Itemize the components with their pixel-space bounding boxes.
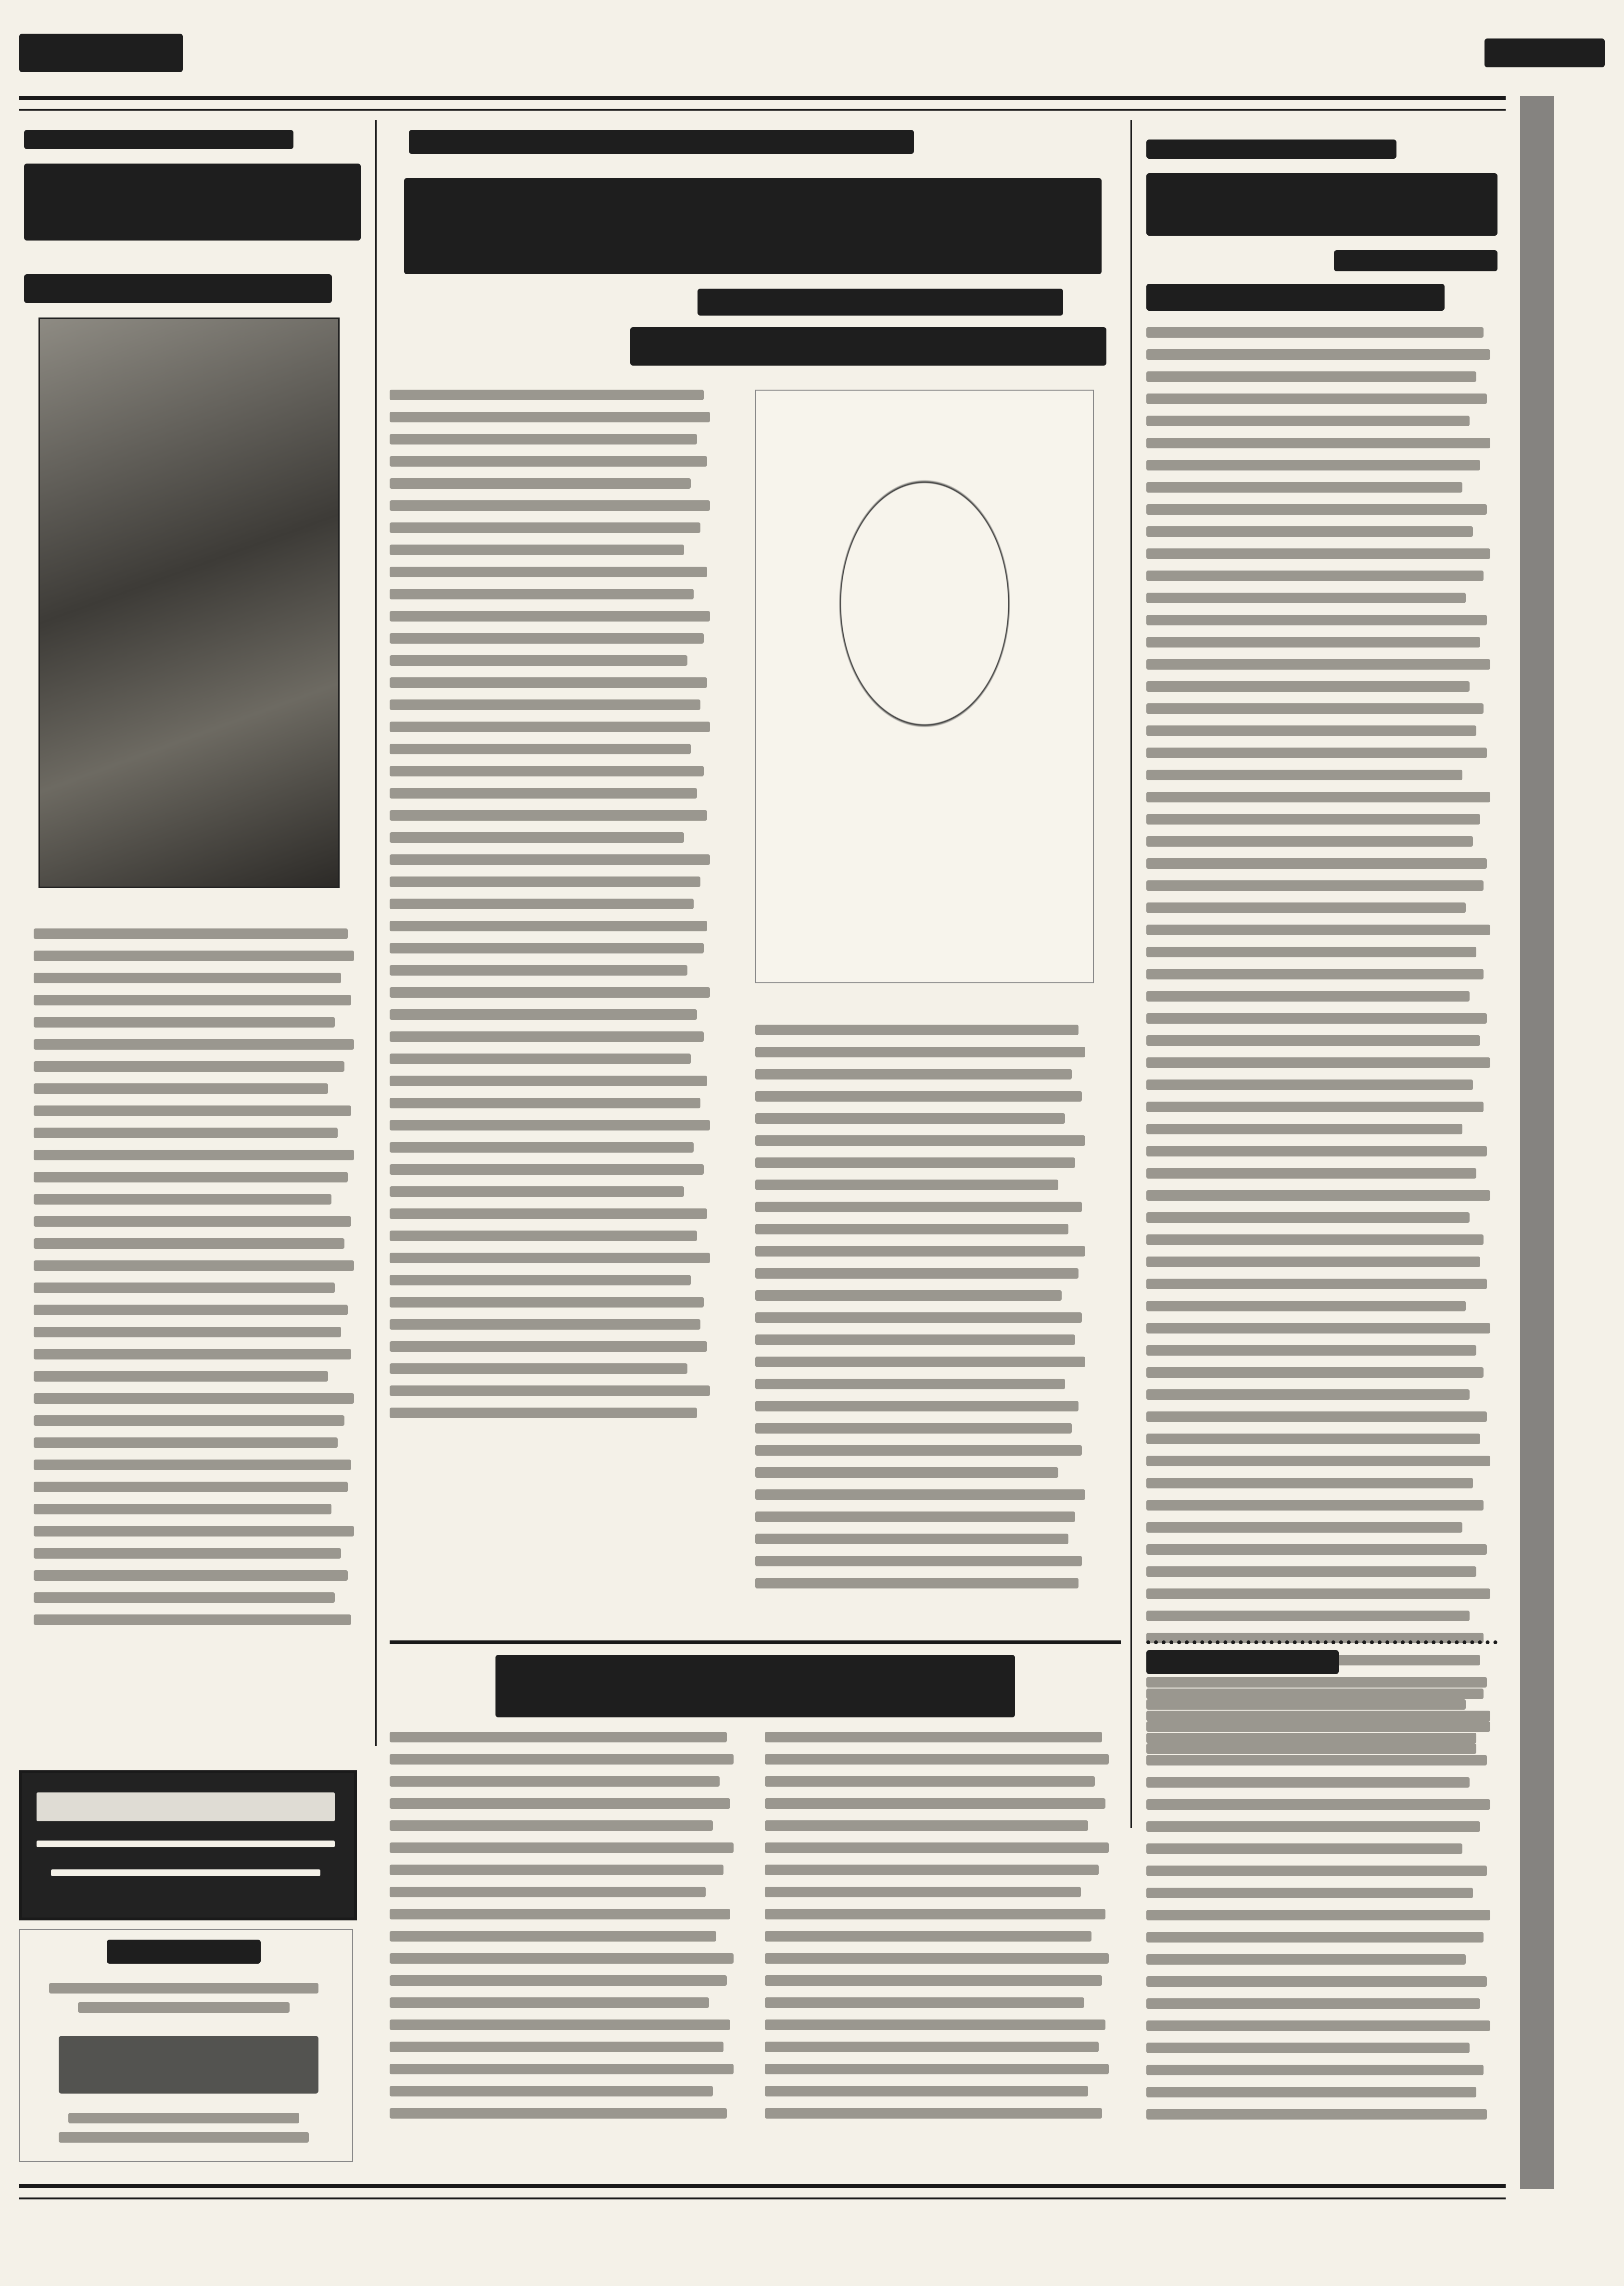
right-kicker [1146,140,1396,159]
left-column [19,120,377,1746]
bottom-section-title [495,1655,1015,1717]
right-main-head [1146,173,1497,236]
advertisement-block-2 [19,1929,353,2162]
right-section-body [1146,1689,1497,2131]
right-separator [1146,1640,1497,1644]
center-deck-2 [630,327,1106,366]
left-body [34,928,361,1637]
center-body-right [755,1025,1092,1600]
bottom-rule-1 [19,2184,1506,2188]
folio-mark [19,34,183,72]
bottom-rule-2 [19,2197,1506,2199]
right-section-head [1146,1650,1339,1674]
right-column [1130,120,1507,1828]
top-rule-1 [19,96,1506,100]
portrait-photo [38,318,340,888]
center-body-left [390,390,717,1430]
bottom-col-1 [390,1732,741,2130]
right-deck-1 [1334,250,1497,271]
top-rule-2 [19,109,1506,111]
right-body [1146,327,1497,1765]
center-main-head [404,178,1102,274]
center-deck-1 [698,289,1063,316]
advertisement-block [19,1770,357,1920]
masthead [19,19,1605,82]
center-kicker [409,130,914,154]
right-deck-2 [1146,284,1445,311]
left-main-head [24,164,361,241]
center-column [390,120,1121,1636]
caricature-drawing [755,390,1094,983]
right-edge-band [1520,96,1554,2189]
left-deck [24,274,332,303]
bottom-col-2 [765,1732,1116,2130]
bottom-section-rule [390,1640,1121,1644]
date-mark [1484,38,1605,67]
bottom-section [390,1640,1121,2121]
left-kicker [24,130,293,149]
